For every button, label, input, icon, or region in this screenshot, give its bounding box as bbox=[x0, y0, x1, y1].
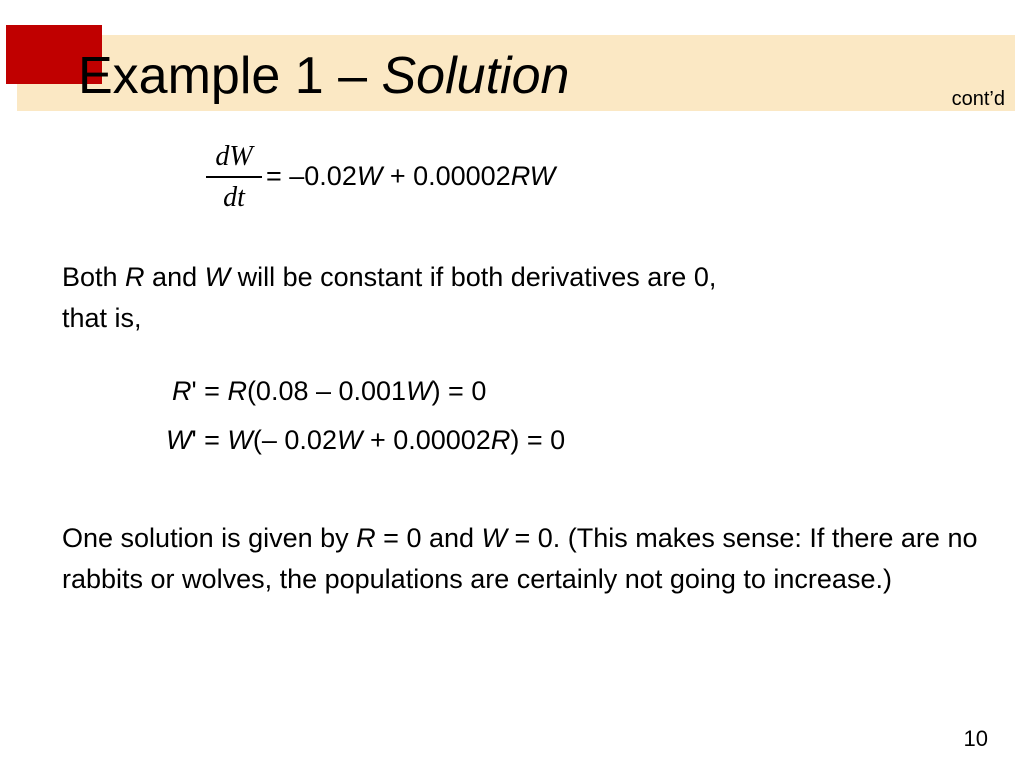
text: (– 0.02 bbox=[252, 425, 337, 455]
variable: W bbox=[204, 262, 231, 292]
continued-label: cont’d bbox=[951, 88, 1005, 110]
eq1-var: W bbox=[356, 161, 383, 191]
text: ) = 0 bbox=[431, 376, 487, 406]
text: Both bbox=[62, 262, 126, 292]
text: and bbox=[144, 262, 205, 292]
variable: W bbox=[227, 425, 253, 455]
text: ) = 0 bbox=[510, 425, 566, 455]
variable: W bbox=[166, 425, 192, 455]
text: ' = bbox=[191, 425, 228, 455]
equation-w-prime bbox=[166, 422, 565, 458]
text: One solution is given by bbox=[62, 523, 357, 553]
text: = 0 and bbox=[375, 523, 482, 553]
variable: W bbox=[336, 425, 363, 455]
variable: R bbox=[172, 376, 192, 406]
paragraph-trivial-solution bbox=[62, 518, 982, 600]
text: = 0. (This makes sense: If there are no rabbits or wolves, the populations are certainly not going to increase.) bbox=[62, 523, 978, 594]
text: ' = bbox=[191, 376, 228, 406]
slide-title bbox=[78, 44, 569, 108]
text: that is, bbox=[62, 303, 142, 333]
variable: R bbox=[356, 523, 376, 553]
title-main: Example 1 – bbox=[78, 47, 382, 105]
fraction-numerator: dW bbox=[215, 141, 253, 172]
page-number: 10 bbox=[963, 726, 988, 751]
paragraph-constant-condition bbox=[62, 257, 982, 339]
eq1-part: = –0.02 bbox=[266, 161, 357, 191]
equation-r-prime bbox=[172, 373, 486, 409]
variable: R bbox=[227, 376, 247, 406]
eq1-part: + 0.00002 bbox=[382, 161, 511, 191]
variable: R bbox=[125, 262, 145, 292]
text: + 0.00002 bbox=[362, 425, 491, 455]
variable: W bbox=[481, 523, 507, 553]
title-italic: Solution bbox=[381, 47, 570, 105]
equation-dw-dt bbox=[266, 158, 555, 194]
fraction-denominator: dt bbox=[223, 182, 245, 213]
fraction-bar bbox=[206, 176, 262, 178]
derivative-fraction bbox=[206, 140, 262, 215]
eq1-var: RW bbox=[510, 161, 556, 191]
variable: R bbox=[490, 425, 511, 455]
text: will be constant if both derivatives are 0, bbox=[230, 262, 717, 292]
variable: W bbox=[406, 376, 432, 406]
text: (0.08 – 0.001 bbox=[246, 376, 407, 406]
